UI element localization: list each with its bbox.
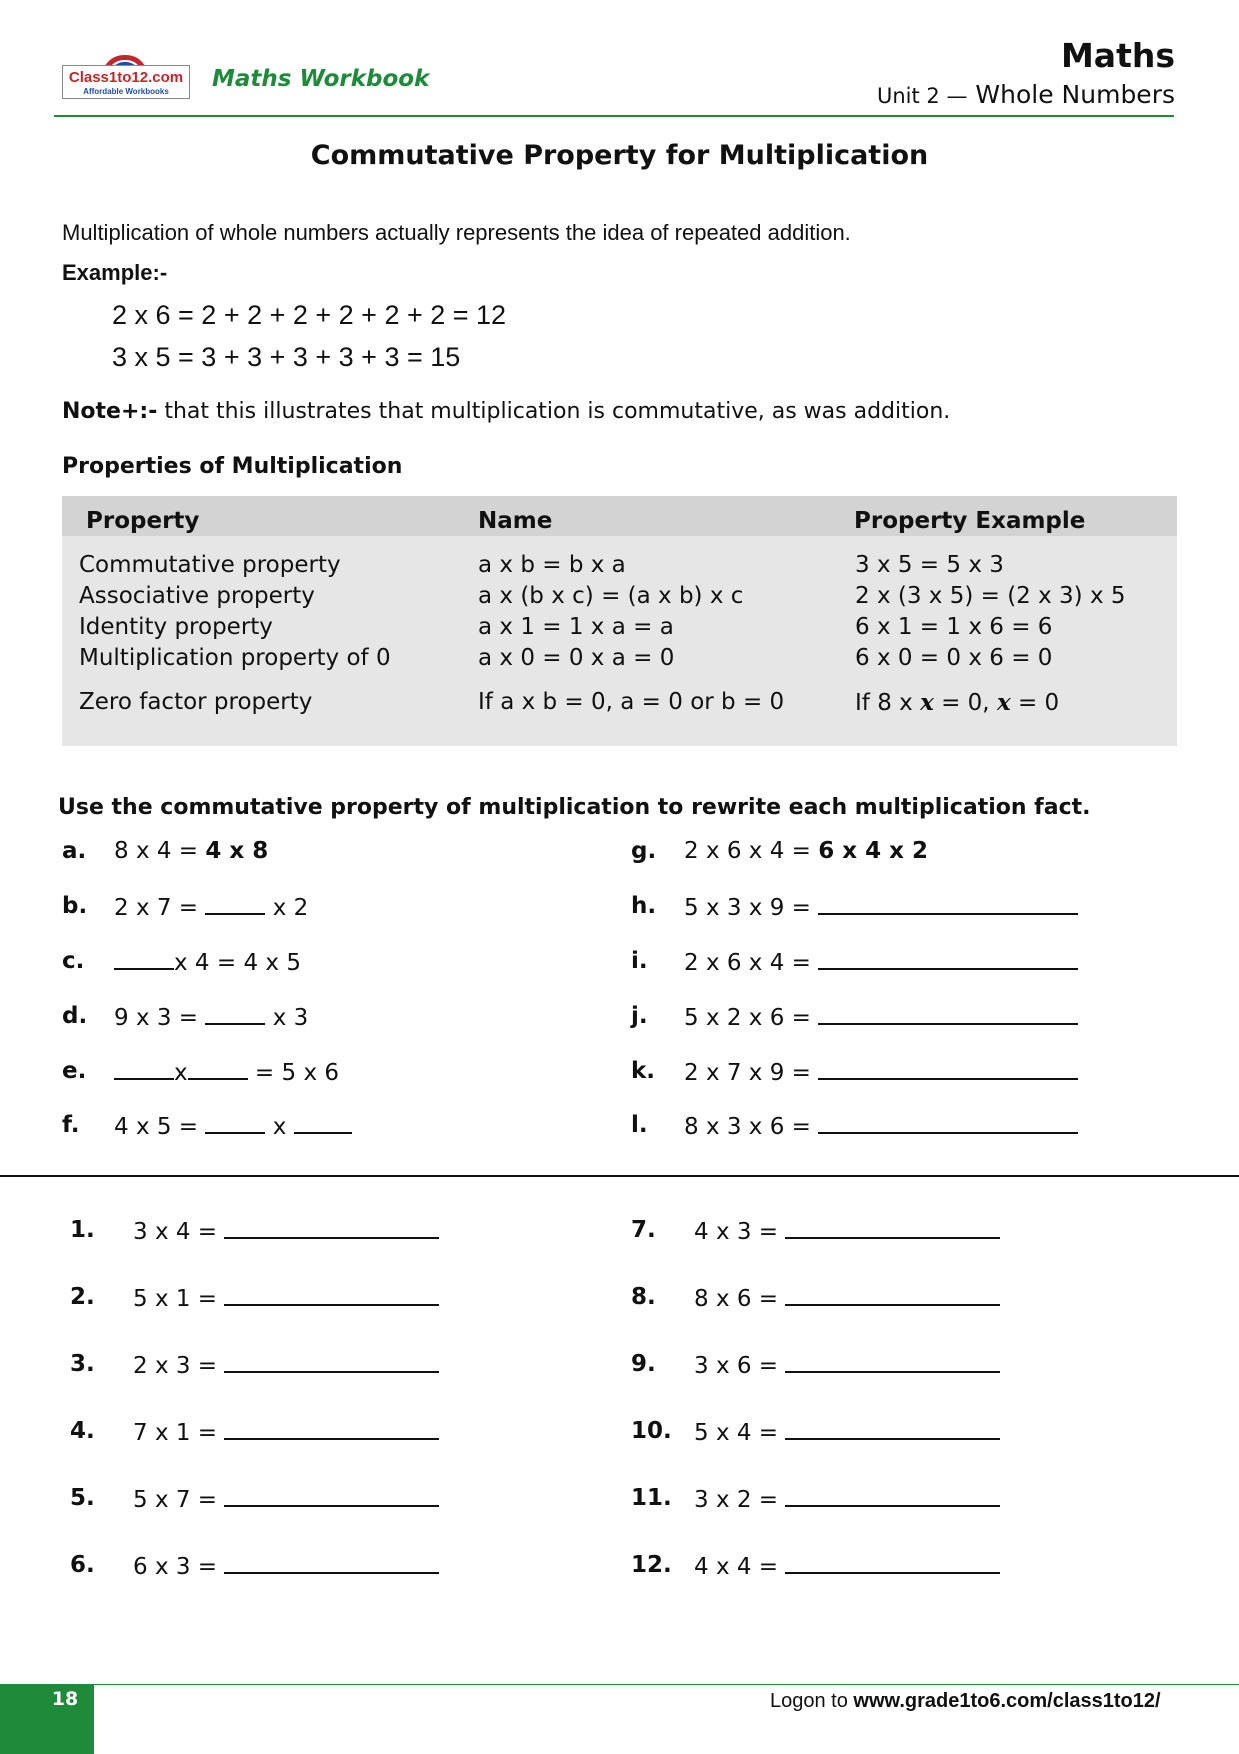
drill-5: 5 x 7 = bbox=[133, 1485, 439, 1513]
example-line-1: 2 x 6 = 2 + 2 + 2 + 2 + 2 + 2 = 12 bbox=[112, 300, 507, 330]
logo-name: Class1to12.com bbox=[68, 69, 184, 86]
exercise-letter: i. bbox=[631, 948, 648, 974]
exercise-j: 5 x 2 x 6 = bbox=[684, 1003, 1078, 1031]
properties-heading: Properties of Multiplication bbox=[62, 454, 403, 479]
note-text bbox=[62, 399, 950, 424]
answer-blank[interactable] bbox=[188, 1058, 248, 1080]
unit-title: Whole Numbers bbox=[975, 80, 1175, 109]
answer-blank[interactable] bbox=[114, 1058, 174, 1080]
page-number: 18 bbox=[51, 1688, 79, 1710]
drill-6: 6 x 3 = bbox=[133, 1552, 439, 1580]
exercise-e: x = 5 x 6 bbox=[114, 1058, 339, 1086]
exercise-b: 2 x 7 = x 2 bbox=[114, 895, 309, 921]
unit-label: Unit 2 — bbox=[876, 84, 968, 108]
brand-logo bbox=[62, 65, 192, 101]
drill-number: 8. bbox=[631, 1284, 656, 1310]
answer-blank[interactable] bbox=[224, 1552, 439, 1574]
answer-blank[interactable] bbox=[224, 1418, 439, 1440]
exercise-h: 5 x 3 x 9 = bbox=[684, 893, 1078, 921]
table-cell-property: Commutative property bbox=[79, 552, 341, 578]
answer-blank[interactable] bbox=[818, 1003, 1078, 1025]
drill-number: 3. bbox=[70, 1351, 95, 1377]
exercise-instruction: Use the commutative property of multiplication to rewrite each multiplication fact. bbox=[58, 795, 1091, 820]
table-cell-example: 2 x (3 x 5) = (2 x 3) x 5 bbox=[855, 583, 1126, 609]
answer-blank[interactable] bbox=[224, 1217, 439, 1239]
table-cell-example: 6 x 1 = 1 x 6 = 6 bbox=[855, 614, 1053, 640]
exercise-c: x 4 = 4 x 5 bbox=[114, 948, 301, 976]
answer-blank[interactable] bbox=[785, 1485, 1000, 1507]
answer-blank[interactable] bbox=[785, 1552, 1000, 1574]
answer-blank[interactable] bbox=[224, 1284, 439, 1306]
table-cell-property: Zero factor property bbox=[79, 689, 313, 715]
exercise-letter: b. bbox=[62, 893, 88, 919]
drill-number: 7. bbox=[631, 1217, 656, 1243]
exercise-f: 4 x 5 = x bbox=[114, 1112, 352, 1140]
answer-blank[interactable] bbox=[205, 1112, 265, 1134]
exercise-letter: k. bbox=[631, 1058, 656, 1084]
column-header-name: Name bbox=[478, 508, 553, 534]
table-cell-name: a x 1 = 1 x a = a bbox=[478, 614, 674, 640]
drill-9: 3 x 6 = bbox=[694, 1351, 1000, 1379]
footer-url[interactable]: www.grade1to6.com/class1to12/ bbox=[853, 1690, 1161, 1712]
drill-4: 7 x 1 = bbox=[133, 1418, 439, 1446]
drill-10: 5 x 4 = bbox=[694, 1418, 1000, 1446]
exercise-i: 2 x 6 x 4 = bbox=[684, 948, 1078, 976]
drill-number: 9. bbox=[631, 1351, 656, 1377]
table-cell-name: a x 0 = 0 x a = 0 bbox=[478, 645, 675, 671]
drill-1: 3 x 4 = bbox=[133, 1217, 439, 1245]
header-divider bbox=[54, 115, 1174, 117]
drill-2: 5 x 1 = bbox=[133, 1284, 439, 1312]
column-header-property: Property bbox=[86, 508, 200, 534]
exercise-answer: 6 x 4 x 2 bbox=[818, 838, 928, 864]
table-cell-example: 6 x 0 = 0 x 6 = 0 bbox=[855, 645, 1053, 671]
table-cell-property: Multiplication property of 0 bbox=[79, 645, 391, 671]
footer-logon: Logon to www.grade1to6.com/class1to12/ bbox=[770, 1690, 1161, 1712]
exercise-d: 9 x 3 = x 3 bbox=[114, 1005, 309, 1031]
exercise-a: 8 x 4 = 4 x 8 bbox=[114, 838, 269, 864]
answer-blank[interactable] bbox=[224, 1485, 439, 1507]
exercise-letter: a. bbox=[62, 838, 87, 864]
answer-blank[interactable] bbox=[785, 1284, 1000, 1306]
workbook-title: Maths Workbook bbox=[212, 66, 430, 92]
answer-blank[interactable] bbox=[818, 1112, 1078, 1134]
drill-12: 4 x 4 = bbox=[694, 1552, 1000, 1580]
table-cell-property: Identity property bbox=[79, 614, 273, 640]
page-title: Commutative Property for Multiplication bbox=[310, 140, 929, 171]
answer-blank[interactable] bbox=[785, 1217, 1000, 1239]
drill-8: 8 x 6 = bbox=[694, 1284, 1000, 1312]
exercise-letter: c. bbox=[62, 948, 85, 974]
drill-7: 4 x 3 = bbox=[694, 1217, 1000, 1245]
answer-blank[interactable] bbox=[818, 1058, 1078, 1080]
answer-blank[interactable] bbox=[205, 1003, 265, 1025]
answer-blank[interactable] bbox=[785, 1351, 1000, 1373]
table-cell-example: 3 x 5 = 5 x 3 bbox=[855, 552, 1004, 578]
example-label: Example:- bbox=[62, 260, 168, 285]
exercise-letter: d. bbox=[62, 1003, 88, 1029]
drill-number: 10. bbox=[631, 1418, 672, 1444]
logo-tagline: Affordable Workbooks bbox=[83, 87, 169, 96]
drill-number: 5. bbox=[70, 1485, 95, 1511]
answer-blank[interactable] bbox=[818, 948, 1078, 970]
table-cell-property: Associative property bbox=[79, 583, 315, 609]
answer-blank[interactable] bbox=[294, 1112, 352, 1134]
exercise-letter: f. bbox=[62, 1112, 80, 1138]
table-cell-name: a x (b x c) = (a x b) x c bbox=[478, 583, 744, 609]
answer-blank[interactable] bbox=[818, 893, 1078, 915]
unit-line bbox=[877, 80, 1175, 109]
answer-blank[interactable] bbox=[114, 948, 174, 970]
answer-blank[interactable] bbox=[785, 1418, 1000, 1440]
exercise-letter: e. bbox=[62, 1058, 87, 1084]
drill-3: 2 x 3 = bbox=[133, 1351, 439, 1379]
table-cell-name: If a x b = 0, a = 0 or b = 0 bbox=[478, 689, 785, 715]
note-label: Note+:- bbox=[62, 399, 158, 424]
exercise-letter: j. bbox=[631, 1003, 648, 1029]
exercise-k: 2 x 7 x 9 = bbox=[684, 1058, 1078, 1086]
drill-number: 1. bbox=[70, 1217, 95, 1243]
drill-number: 11. bbox=[631, 1485, 672, 1511]
table-cell-example: If 8 x x = 0, x = 0 bbox=[855, 689, 1060, 716]
exercise-l: 8 x 3 x 6 = bbox=[684, 1112, 1078, 1140]
footer-divider bbox=[0, 1684, 1239, 1685]
note-body: that this illustrates that multiplication is commutative, as was addition. bbox=[157, 399, 951, 424]
drill-number: 2. bbox=[70, 1284, 95, 1310]
example-line-2: 3 x 5 = 3 + 3 + 3 + 3 + 3 = 15 bbox=[112, 342, 461, 372]
exercise-letter: h. bbox=[631, 893, 657, 919]
intro-text: Multiplication of whole numbers actually represents the idea of repeated addition. bbox=[62, 220, 851, 245]
drill-11: 3 x 2 = bbox=[694, 1485, 1000, 1513]
column-header-example: Property Example bbox=[854, 508, 1086, 534]
drill-number: 6. bbox=[70, 1552, 95, 1578]
answer-blank[interactable] bbox=[224, 1351, 439, 1373]
table-cell-name: a x b = b x a bbox=[478, 552, 626, 578]
exercise-letter: l. bbox=[631, 1112, 648, 1138]
subject-title: Maths bbox=[1060, 36, 1175, 75]
exercise-answer: 4 x 8 bbox=[205, 838, 269, 864]
answer-blank[interactable] bbox=[205, 893, 265, 915]
drill-number: 4. bbox=[70, 1418, 95, 1444]
drill-number: 12. bbox=[631, 1552, 672, 1578]
exercise-letter: g. bbox=[631, 838, 657, 864]
section-divider bbox=[0, 1175, 1239, 1177]
exercise-g: 2 x 6 x 4 = 6 x 4 x 2 bbox=[684, 838, 928, 864]
